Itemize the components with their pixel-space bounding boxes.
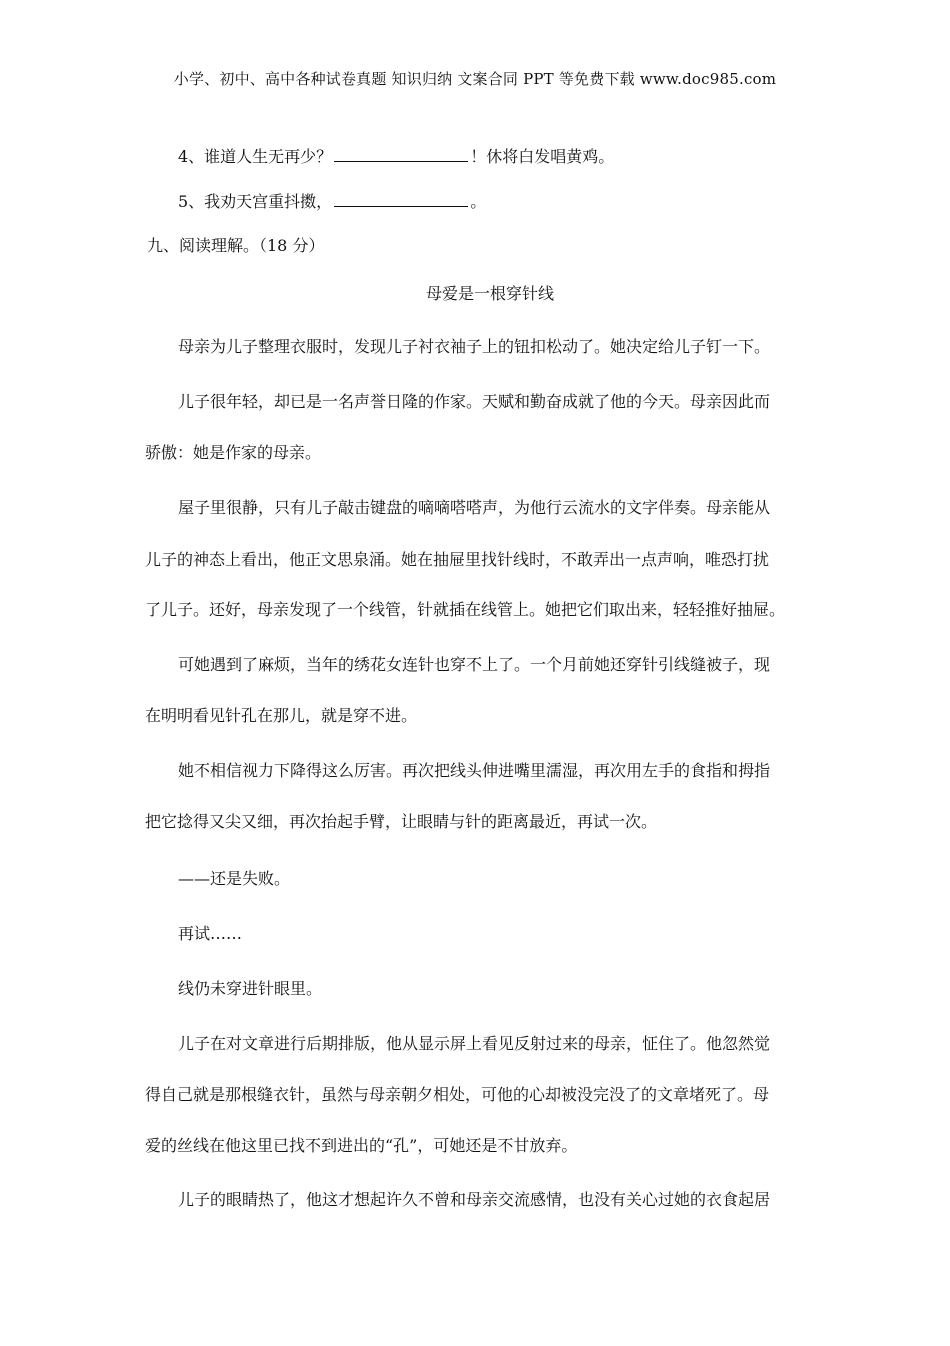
- article-line: 爱的丝线在他这里已找不到进出的“孔”，可她还是不甘放弃。: [145, 1136, 578, 1155]
- fill-blank-question-5: [178, 192, 486, 212]
- article-line: 线仍未穿进针眼里。: [178, 979, 323, 998]
- article-line: 在明明看见针孔在那儿，就是穿不进。: [145, 706, 418, 725]
- article-line: 儿子在对文章进行后期排版，他从显示屏上看见反射过来的母亲，怔住了。他忽然觉: [178, 1034, 771, 1053]
- question-4-text-before: 4、谁道人生无再少？: [178, 147, 333, 166]
- question-4-text-after: ！休将白发唱黄鸡。: [470, 147, 615, 166]
- question-5-text-after: 。: [470, 192, 487, 211]
- article-line: 可她遇到了麻烦，当年的绣花女连针也穿不上了。一个月前她还穿针引线缝被子，现: [178, 655, 771, 674]
- article-line: 她不相信视力下降得这么厉害。再次把线头伸进嘴里濡湿，再次用左手的食指和拇指: [178, 761, 771, 780]
- article-line: 了儿子。还好，母亲发现了一个线管，针就插在线管上。她把它们取出来，轻轻推好抽屉。: [145, 600, 786, 619]
- article-line: 骄傲：她是作家的母亲。: [145, 443, 322, 462]
- section-heading: 九、阅读理解。（18 分）: [147, 236, 325, 255]
- article-line: 把它捻得又尖又细，再次抬起手臂，让眼睛与针的距离最近，再试一次。: [145, 812, 658, 831]
- article-line: 屋子里很静，只有儿子敲击键盘的嘀嘀嗒嗒声，为他行云流水的文字伴奏。母亲能从: [178, 498, 771, 517]
- answer-blank-5[interactable]: [334, 192, 468, 207]
- question-5-text-before: 5、我劝天宫重抖擞，: [178, 192, 333, 211]
- article-line: 母亲为儿子整理衣服时，发现儿子衬衣袖子上的钮扣松动了。她决定给儿子钉一下。: [178, 337, 771, 356]
- article-line: 再试……: [178, 924, 243, 943]
- article-line: 得自己就是那根缝衣针，虽然与母亲朝夕相处，可他的心却被没完没了的文章堵死了。母: [145, 1085, 770, 1104]
- page-header: 小学、初中、高中各种试卷真题 知识归纳 文案合同 PPT 等免费下载 www.doc985.com: [173, 70, 777, 88]
- article-line: 儿子很年轻，却已是一名声誉日隆的作家。天赋和勤奋成就了他的今天。母亲因此而: [178, 392, 771, 411]
- article-line: 儿子的神态上看出，他正文思泉涌。她在抽屉里找针线时，不敢弄出一点声响，唯恐打扰: [145, 550, 770, 569]
- article-title: 母爱是一根穿针线: [425, 284, 554, 303]
- article-line: 儿子的眼睛热了，他这才想起许久不曾和母亲交流感情，也没有关心过她的衣食起居: [178, 1190, 771, 1209]
- article-line: ——还是失败。: [178, 869, 291, 888]
- fill-blank-question-4: [178, 147, 614, 167]
- answer-blank-4[interactable]: [334, 147, 468, 162]
